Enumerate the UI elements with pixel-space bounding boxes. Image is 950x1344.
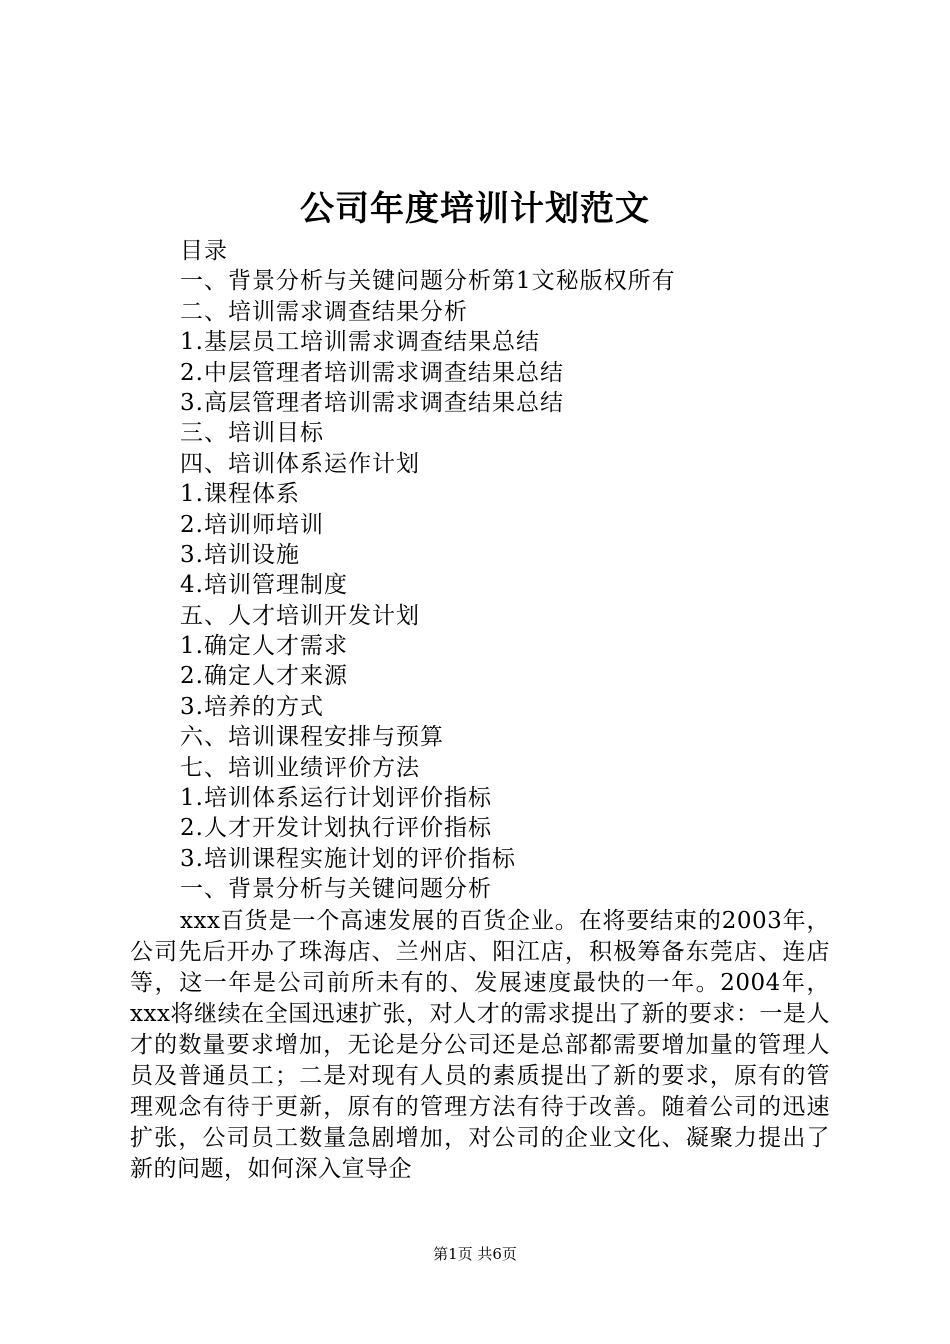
toc-item: 五、人才培训开发计划 [180,602,420,629]
toc-item: 1.培训体系运行计划评价指标 [180,785,492,812]
toc-item: 1.确定人才需求 [180,633,348,660]
toc-item: 3.培训设施 [180,541,300,568]
toc-item: 3.培养的方式 [180,693,324,720]
toc-item: 2.确定人才来源 [180,663,348,690]
toc-item: 六、培训课程安排与预算 [180,724,444,751]
toc-item: 3.培训课程实施计划的评价指标 [180,845,516,872]
section-heading: 一、背景分析与关键问题分析 [180,876,492,903]
toc-item: 2.人才开发计划执行评价指标 [180,815,492,842]
toc-item: 2.培训师培训 [180,511,324,538]
toc-item: 4.培训管理制度 [180,572,348,599]
body-paragraph: xxx百货是一个高速发展的百货企业。在将要结束的2003年，公司先后开办了珠海店、兰州店、阳江店，积极筹备东莞店、连店等，这一年是公司前所未有的、发展速度最快的一年。2004年，xxx将继续在全国迅速扩张，对人才的需求提出了新的要求：一是人才的数量要求增加，无论是分公司还是总部都需要增加量的管理人员及普通员工；二是对现有人员的素质提出了新的要求，原有的管理观念有待于更新，原有的管理方法有待于改善。随着公司的迅速扩张，公司员工数量急剧增加，对公司的企业文化、凝聚力提出了新的问题，如何深入宣导企 [130,908,830,1182]
toc-item: 七、培训业绩评价方法 [180,754,420,781]
toc-heading: 目录 [180,238,228,264]
toc-item: 3.高层管理者培训需求调查结果总结 [180,389,564,416]
toc-item: 1.课程体系 [180,481,300,508]
toc-item: 2.中层管理者培训需求调查结果总结 [180,359,564,386]
toc-item: 三、培训目标 [180,420,324,447]
table-of-contents [180,236,860,905]
toc-item: 1.基层员工培训需求调查结果总结 [180,329,540,356]
page-footer: 第1页 共6页 [433,1245,517,1263]
toc-item: 一、背景分析与关键问题分析第1文秘版权所有 [180,268,676,295]
toc-item: 二、培训需求调查结果分析 [180,298,468,325]
document-title: 公司年度培训计划范文 [300,189,650,229]
toc-item: 四、培训体系运作计划 [180,450,420,477]
